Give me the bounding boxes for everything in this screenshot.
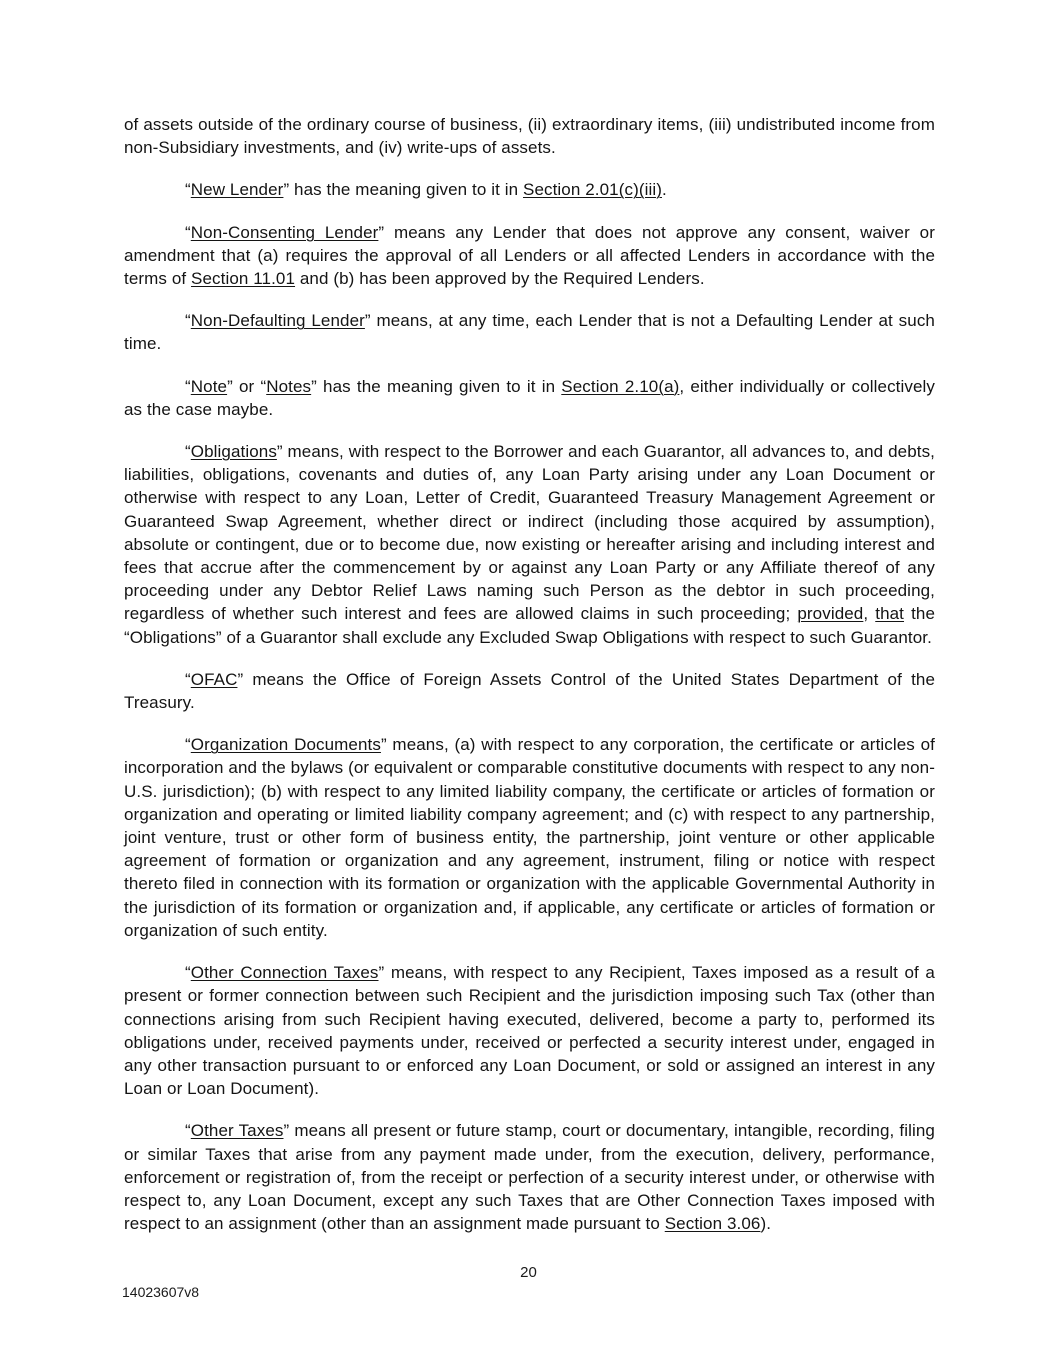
- defined-term: Notes: [266, 376, 312, 396]
- paragraph-definition-non-defaulting-lender: [124, 309, 935, 355]
- text-run: the “Obligations” of a Guarantor shall exclude any Excluded Swap Obligations with respect to such Guarantor.: [124, 604, 936, 647]
- text-run: “: [185, 735, 191, 755]
- paragraph-definition-other-connection-taxes: [124, 961, 935, 1100]
- text-run: ” has the meaning given to it in: [311, 376, 562, 396]
- paragraph-definition-new-lender: [124, 178, 935, 201]
- paragraph-definition-organization-documents: [124, 733, 935, 942]
- text-run: and (b) has been approved by the Required Lenders.: [295, 269, 705, 289]
- defined-term: Other Taxes: [190, 1121, 284, 1141]
- text-run: ” means the Office of Foreign Assets Control of the United States Department of the Treasury.: [124, 669, 935, 713]
- text-run: ” means all present or future stamp, court or documentary, intangible, recording, filing or similar Taxes that arise from any payment made under, from the execution, delivery, performance, enforcement or registration of, from the receipt or perfection of a security interest under, or otherwise with respect to, any Loan Document, except any such Taxes that are Other Connection Taxes imposed with respect to an assignment (other than an assignment made pursuant to: [124, 1121, 935, 1234]
- text-run: “: [185, 222, 191, 242]
- text-run: ” has the meaning given to it in: [283, 180, 523, 200]
- defined-term: Section 2.10(a): [561, 376, 680, 396]
- defined-term: Organization Documents: [190, 735, 381, 755]
- text-run: .: [662, 180, 667, 200]
- paragraph-definition-obligations: [124, 440, 935, 649]
- defined-term: Obligations: [190, 442, 277, 462]
- paragraph-definition-other-taxes: [124, 1119, 935, 1235]
- text-run: ).: [760, 1214, 772, 1234]
- paragraph-definition-non-consenting-lender: [124, 221, 935, 291]
- defined-term: Section 2.01(c)(iii): [523, 180, 662, 200]
- text-run: “: [185, 669, 191, 689]
- text-run: ” means, with respect to the Borrower and each Guarantor, all advances to, and debts, liabilities, obligations, covenants and duties of, any Loan Party arising under any Loan Document or otherwise with respect to any Loan, Letter of Credit, Guaranteed Treasury Management Agreement or Guaranteed Swap Agreement, whether direct or indirect (including those acquired by assumption), absolute or contingent, due or to become due, now existing or hereafter arising and including interest and fees that accrue after the commencement by or against any Loan Party or any Affiliate thereof of any proceeding under any Debtor Relief Laws naming such Person as the debtor in such proceeding, regardless of whether such interest and fees are allowed claims in such proceeding;: [124, 442, 935, 624]
- defined-term: OFAC: [190, 669, 238, 689]
- defined-term: that: [875, 604, 905, 624]
- defined-term: Section 11.01: [191, 269, 296, 289]
- defined-term: New Lender: [190, 180, 284, 200]
- text-run: “: [185, 442, 191, 462]
- defined-term: provided: [797, 604, 864, 624]
- text-run: “: [185, 376, 191, 396]
- paragraph-definition-ofac: [124, 668, 935, 714]
- text-run: ,: [863, 604, 876, 624]
- text-run: “: [185, 1121, 191, 1141]
- defined-term: Non-Defaulting Lender: [190, 311, 365, 331]
- text-run: “: [185, 180, 191, 200]
- text-run: ” means, with respect to any Recipient, Taxes imposed as a result of a present or former connection between such Recipient and the jurisdiction imposing such Tax (other than connections arising from such Recipient having executed, delivered, become a party to, performed its obligations under, received payments under, received or perfected a security interest under, engaged in any other transaction pursuant to or enforced any Loan Document, or sold or assigned an interest in any Loan or Loan Document).: [124, 963, 935, 1099]
- text-run: “: [185, 311, 191, 331]
- defined-term: Note: [190, 376, 228, 396]
- defined-term: Other Connection Taxes: [190, 963, 379, 983]
- paragraph-continuation: [124, 113, 935, 159]
- paragraph-definition-note: [124, 375, 935, 421]
- document-body: [124, 113, 935, 1254]
- text-run: of assets outside of the ordinary course of business, (ii) extraordinary items, (iii) undistributed income from non-Subsidiary investments, and (iv) write-ups of assets.: [124, 115, 935, 158]
- page-number: 20: [520, 1264, 537, 1281]
- text-run: ” means, at any time, each Lender that is not a Defaulting Lender at such time.: [124, 311, 935, 354]
- text-run: ” or “: [227, 376, 267, 396]
- document-id: 14023607v8: [122, 1284, 200, 1300]
- text-run: ” means any Lender that does not approve any consent, waiver or amendment that (a) requires the approval of all Lenders or all affected Lenders in accordance with the terms of: [124, 222, 936, 289]
- text-run: “: [185, 963, 191, 983]
- defined-term: Section 3.06: [664, 1214, 761, 1234]
- defined-term: Non-Consenting Lender: [190, 222, 379, 242]
- text-run: , either individually or collectively as the case maybe.: [124, 376, 936, 419]
- text-run: ” means, (a) with respect to any corporation, the certificate or articles of incorporation and the bylaws (or equivalent or comparable constitutive documents with respect to any non-U.S. jurisdiction); (b) with respect to any limited liability company, the certificate or articles of formation or organization and operating or limited liability company agreement; and (c) with respect to any partnership, joint venture, trust or other form of business entity, the partnership, joint venture or other applicable agreement of formation or organization and any agreement, instrument, filing or notice with respect thereto filed in connection with its formation or organization with the applicable Governmental Authority in the jurisdiction of its formation or organization and, if applicable, any certificate or articles of formation or organization of such entity.: [124, 735, 935, 940]
